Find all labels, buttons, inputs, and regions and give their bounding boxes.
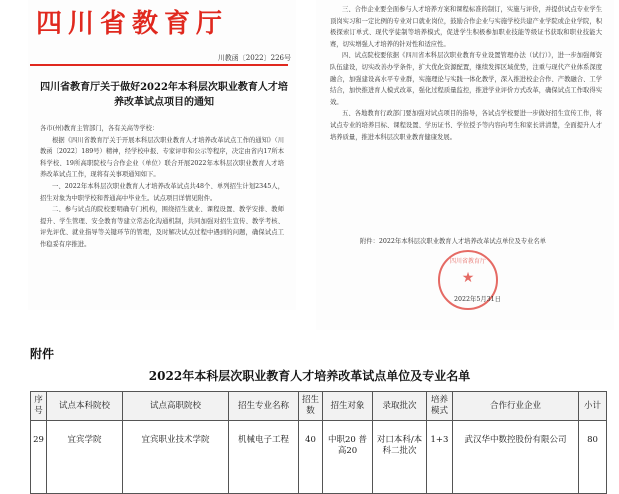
cell-partner: 武汉华中数控股份有限公司	[453, 421, 579, 494]
attachment-title: 2022年本科层次职业教育人才培养改革试点单位及专业名单	[148, 369, 471, 383]
table-row	[31, 421, 607, 494]
cell-mode: 1+3	[427, 421, 453, 494]
column-header: 招生数	[299, 392, 323, 421]
column-header: 合作行业企业	[453, 392, 579, 421]
seal-star-icon: ★	[461, 270, 475, 286]
body-paragraph: 二、参与试点的院校要明确专门机构，围绕招生就业、课程设置、教学安排、教师提升、学生管理、安全教育等建立常态化沟通机制，共同加强对招生宣传、教学考核、评先评优、就业指导等关键环节的管理，及时解决试点过程中遇到的问题，确保试点工作稳妥有序推进。	[40, 206, 284, 248]
notice-body-left	[40, 123, 284, 307]
cell-batch: 对口本科/本科二批次	[373, 421, 427, 494]
document-number: 川教函〔2022〕226号	[217, 54, 291, 62]
body-paragraph: 五、各地教育行政部门要加强对试点项目的指导，各试点学校要进一步做好招生宣传工作，将试点专业的培养目标、课程设置、学历证书、学位授予等内容向考生和家长讲清楚，全面提升人才培养质量，推进本科层次职业教育健康发展。	[330, 110, 602, 141]
pilot-list-table	[30, 391, 607, 494]
cell-number: 29	[31, 421, 47, 494]
body-paragraph: 四、试点院校要依据《四川省本科层次职业教育专业设置管理办法（试行）》，进一步加强师资队伍建设，切实改善办学条件，扩大优化资源配置，继续发挥区域优势，注重与现代产业体系深度融合，加强建设高水平专业群，实施理论与实践一体化教学，深入推进校企合作、产教融合、工学结合，加快推进育人模式改革，强化过程质量监控，推进学业评价方式改革，确保试点工作取得实效。	[330, 52, 602, 106]
body-paragraph: 三、合作企业要全面参与人才培养方案和课程标准的制订，实施与评价，并提供试点专业学生顶岗实习和一定比例的专业对口就业岗位，鼓励合作企业与实施学校共建产业学院或企业学院，积极探索订单式、现代学徒制等培养模式，促进学生积极参加职业技能等级证书获取和职业技能大赛，切实增强人才培养的针对性和适应性。	[330, 6, 602, 48]
notice-body-right	[330, 4, 602, 258]
cell-target: 中职20 普高20	[323, 421, 373, 494]
column-header: 录取批次	[373, 392, 427, 421]
seal-text: 四川省教育厅	[449, 258, 486, 265]
column-header: 试点本科院校	[47, 392, 123, 421]
column-header: 序号	[31, 392, 47, 421]
cell-subtotal: 80	[579, 421, 607, 494]
cell-major: 机械电子工程	[229, 421, 299, 494]
column-header: 培养模式	[427, 392, 453, 421]
attachment-note: 附件：2022年本科层次职业教育人才培养改革试点单位及专业名单	[360, 238, 547, 245]
body-paragraph: 各市(州)教育主管部门，各有关高等学校：	[40, 125, 159, 132]
column-header: 试点高职院校	[123, 392, 229, 421]
column-header: 招生对象	[323, 392, 373, 421]
sign-date: 2022年5月31日	[454, 296, 501, 303]
column-header: 小计	[579, 392, 607, 421]
column-header: 招生专业名称	[229, 392, 299, 421]
notice-title: 四川省教育厅关于做好2022年本科层次职业教育人才培养改革试点项目的通知	[40, 82, 288, 108]
attachment-label: 附件	[30, 347, 55, 361]
cell-undergrad-school: 宜宾学院	[47, 421, 123, 494]
table-header-row	[31, 392, 607, 421]
body-paragraph: 根据《四川省教育厅关于开展本科层次职业教育人才培养改革试点工作的通知》（川教函〔2022〕189号）精神，经学校申报、专家评审和公示等程序，决定由省内17所本科学校、19所高职院校与合作企业（单位）联合开展2022年本科层次职业教育人才培养改革试点工作，现将有关事项通知如下。	[40, 136, 284, 179]
document-banner: 四川省教育厅	[36, 9, 229, 39]
cell-vocational-school: 宜宾职业技术学院	[123, 421, 229, 494]
banner-rule	[30, 64, 288, 66]
body-paragraph: 一、2022年本科层次职业教育人才培养改革试点共48个、单列招生计划2345人，招生对象为中职学校和普通高中毕业生。试点项目详情见附件。	[40, 182, 284, 202]
cell-quota: 40	[299, 421, 323, 494]
